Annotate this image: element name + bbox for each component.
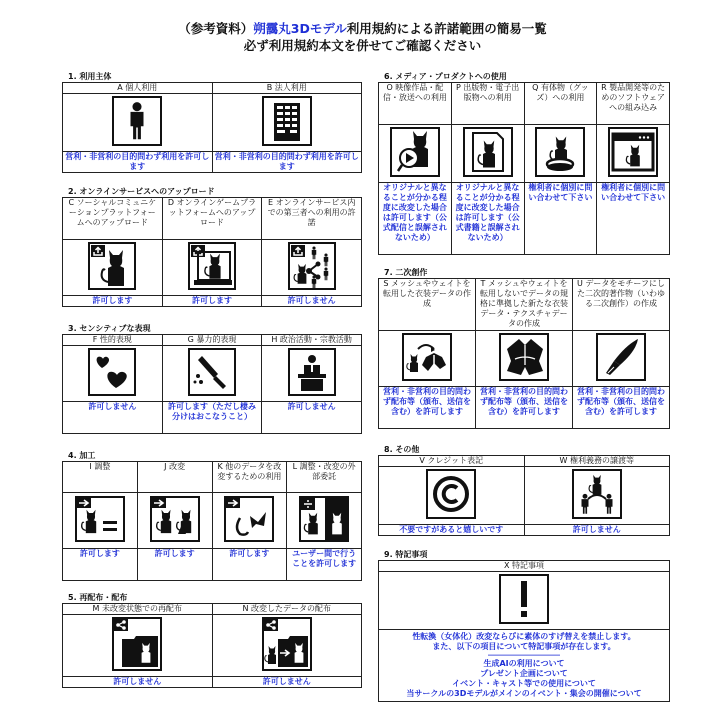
modify-icon <box>150 496 200 542</box>
note-line: 性転換（女体化）改変ならびに素体のすげ替えを禁止します。 <box>412 632 636 641</box>
item-label-X: X 特記事項 <box>379 561 670 572</box>
item-label-V: V クレジット表記 <box>379 456 525 467</box>
person-icon <box>112 96 162 146</box>
result-A: 営利・非営利の目的問わず利用を許可します <box>63 152 213 173</box>
share-folder-icon <box>112 617 162 671</box>
result-O: オリジナルと異なることが分かる程度に改変した場合は許可します（公式配信と誤解されないため） <box>379 183 452 255</box>
item-label-T: T メッシュやウェイトを転用しないでデータの規格に準拠した新たな衣装データ・テクスチャデータの作成 <box>476 279 573 331</box>
section-redistribution <box>62 592 362 688</box>
knife-icon <box>188 348 236 396</box>
result-C: 許可します <box>63 296 163 307</box>
item-label-P: P 出版物・電子出版物への利用 <box>451 83 524 125</box>
item-label-U: U データをモチーフにした二次的著作物（いわゆる二次創作）の作成 <box>573 279 670 331</box>
result-U: 営利・非営利の目的問わず配布等（頒布、送信を含む）を許可します <box>573 387 670 429</box>
adjust-icon <box>75 496 125 542</box>
model-name: 朔靄丸3Dモデル <box>253 21 347 36</box>
result-Q: 権利者に個別に問い合わせて下さい <box>524 183 597 255</box>
result-I: 許可します <box>63 549 138 581</box>
section-processing <box>62 450 362 581</box>
outsource-icon <box>299 496 349 542</box>
item-label-Q: Q 有体物（グッズ）への利用 <box>524 83 597 125</box>
item-label-K: K 他のデータを改変するための利用 <box>212 462 287 493</box>
special-notes-text <box>379 630 670 702</box>
result-G: 許可します（ただし棲み分けはおこなうこと） <box>162 402 262 434</box>
result-M: 許可しません <box>63 677 213 688</box>
result-D: 許可します <box>162 296 262 307</box>
title-prefix: （参考資料） <box>178 21 254 36</box>
note-link-generative-ai: 生成AIの利用について <box>483 659 565 668</box>
permission-table <box>378 560 670 702</box>
section-title: 3. センシティブな表現 <box>68 324 151 333</box>
result-L: ユーザー間で行うことを許可します <box>287 549 362 581</box>
item-label-S: S メッシュやウェイトを転用した衣装データの作成 <box>379 279 476 331</box>
permission-table <box>62 603 362 688</box>
result-E: 許可しません <box>262 296 362 307</box>
item-label-L: L 調整・改変の外部委託 <box>287 462 362 493</box>
permission-table <box>62 461 362 581</box>
transfer-icon <box>572 469 622 519</box>
title-suffix: 利用規約による許諾範囲の簡易一覧 <box>346 21 547 36</box>
result-B: 営利・非営利の目的問わず利用を許可します <box>212 152 362 173</box>
item-label-H: H 政治活動・宗教活動 <box>262 335 362 346</box>
page-title <box>0 20 725 37</box>
note-line: また、以下の項目について特記事項が存在します。 <box>432 642 616 651</box>
note-link-gatherings: 当サークルの3Dモデルがメインのイベント・集会の開催について <box>406 689 642 698</box>
building-icon <box>262 96 312 146</box>
permission-table <box>62 82 362 173</box>
page-subtitle: 必ず利用規約本文を併せてご確認ください <box>243 38 482 53</box>
note-link-events: イベント・キャスト等での使用について <box>452 679 596 688</box>
upload-monitor-icon <box>188 242 236 290</box>
item-label-W: W 権利義務の譲渡等 <box>524 456 670 467</box>
section-sensitive <box>62 323 362 434</box>
item-label-E: E オンラインサービス内での第三者への利用の許諾 <box>262 198 362 240</box>
result-P: オリジナルと異なることが分かる程度に改変した場合は許可します（公式書籍と誤解されないため） <box>451 183 524 255</box>
clothing-icon <box>499 333 549 381</box>
result-F: 許可しません <box>63 402 163 434</box>
share-modified-icon <box>262 617 312 671</box>
section-title: 9. 特記事項 <box>384 550 428 559</box>
copyright-icon <box>426 469 476 519</box>
section-title: 6. メディア・プロダクトへの使用 <box>384 72 507 81</box>
divider: ―――――――――――― <box>488 652 560 659</box>
permission-table <box>62 197 362 307</box>
result-N: 許可しません <box>212 677 362 688</box>
note-link-present: プレゼント企画について <box>480 669 568 678</box>
item-label-J: J 改変 <box>137 462 212 493</box>
result-J: 許可します <box>137 549 212 581</box>
section-title: 4. 加工 <box>68 451 96 460</box>
result-W: 許可しません <box>524 525 670 536</box>
exclamation-icon <box>499 574 549 624</box>
permission-table <box>378 455 670 536</box>
podium-icon <box>288 348 336 396</box>
upload-avatar-icon <box>88 242 136 290</box>
section-usage-subject <box>62 71 362 173</box>
permission-table <box>378 278 670 429</box>
item-label-B: B 法人利用 <box>212 83 362 94</box>
item-label-R: R 製品開発等のためのソフトウェアへの組み込み <box>597 83 670 125</box>
section-media-products <box>378 71 670 255</box>
item-label-I: I 調整 <box>63 462 138 493</box>
item-label-N: N 改変したデータの配布 <box>212 604 362 615</box>
pen-nib-icon <box>596 333 646 381</box>
result-S: 営利・非営利の目的問わず配布等（頒布、送信を含む）を許可します <box>379 387 476 429</box>
result-K: 許可します <box>212 549 287 581</box>
section-title: 1. 利用主体 <box>68 72 112 81</box>
item-label-C: C ソーシャルコミュニケーションプラットフォームへのアップロード <box>63 198 163 240</box>
result-V: 不要ですがあると嬉しいです <box>379 525 525 536</box>
figure-icon <box>535 127 585 177</box>
section-online-upload <box>62 186 362 307</box>
item-label-D: D オンラインゲームプラットフォームへのアップロード <box>162 198 262 240</box>
section-special-notes <box>378 549 670 702</box>
hearts-icon <box>88 348 136 396</box>
result-R: 権利者に個別に問い合わせて下さい <box>597 183 670 255</box>
video-play-icon <box>390 127 440 177</box>
result-T: 営利・非営利の目的問わず配布等（頒布、送信を含む）を許可します <box>476 387 573 429</box>
item-label-O: O 映像作品・配信・放送への利用 <box>379 83 452 125</box>
clothing-transfer-icon <box>402 333 452 381</box>
section-other <box>378 444 670 536</box>
upload-share-icon <box>288 242 336 290</box>
permission-table <box>378 82 670 255</box>
software-window-icon <box>608 127 658 177</box>
item-label-G: G 暴力的表現 <box>162 335 262 346</box>
section-title: 7. 二次創作 <box>384 268 428 277</box>
section-title: 2. オンラインサービスへのアップロード <box>68 187 215 196</box>
item-label-M: M 未改変状態での再配布 <box>63 604 213 615</box>
permission-table <box>62 334 362 434</box>
item-label-A: A 個人利用 <box>63 83 213 94</box>
section-title: 8. その他 <box>384 445 420 454</box>
result-H: 許可しません <box>262 402 362 434</box>
document-icon <box>463 127 513 177</box>
section-derivative-works <box>378 267 670 429</box>
item-label-F: F 性的表現 <box>63 335 163 346</box>
parts-icon <box>224 496 274 542</box>
section-title: 5. 再配布・配布 <box>68 593 128 602</box>
